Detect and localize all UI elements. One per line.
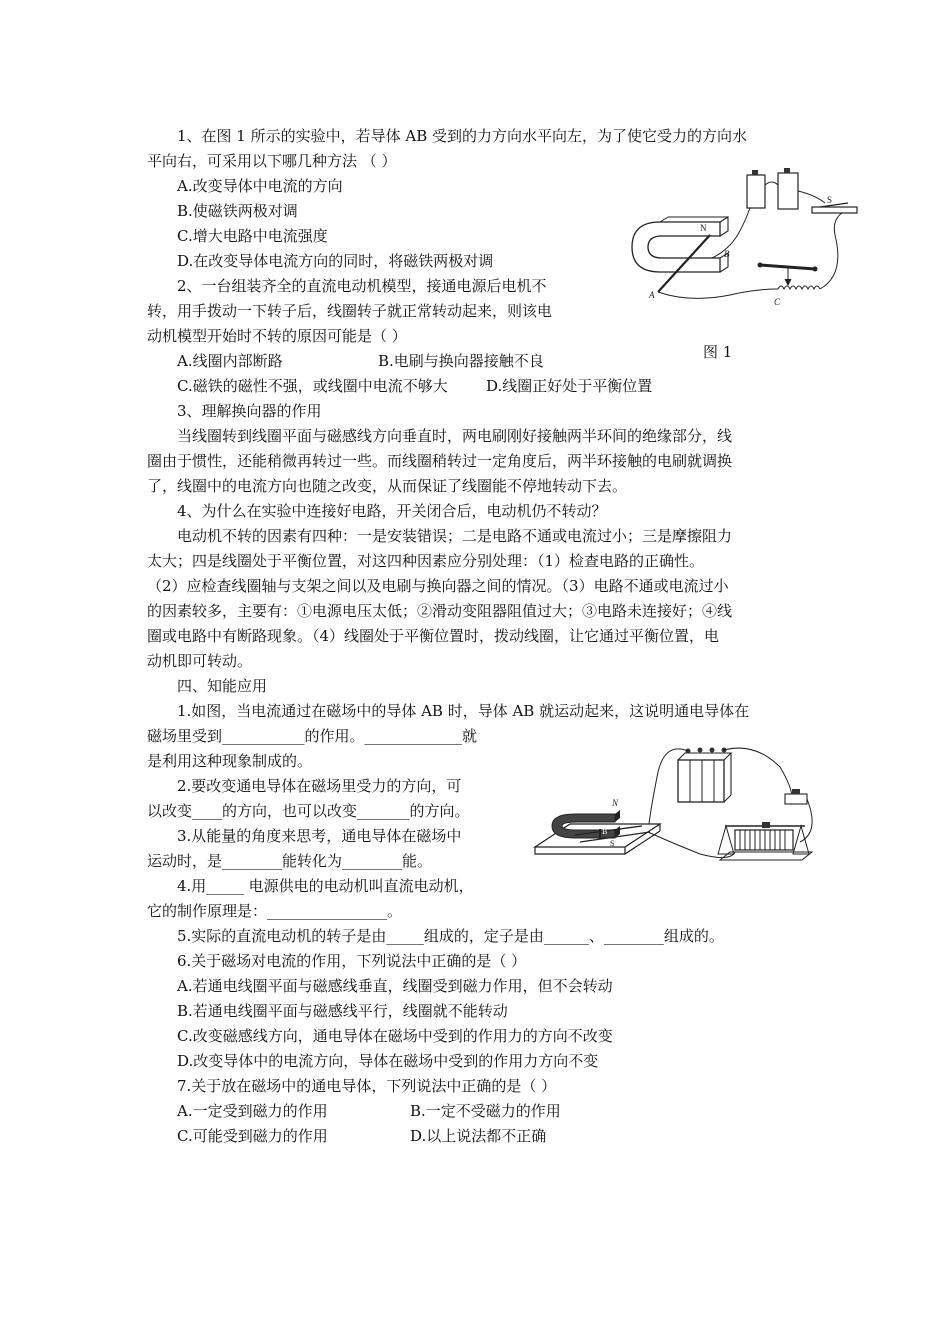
app-q3-line1: 3.从能量的角度来思考，通电导体在磁场中	[177, 827, 462, 845]
q2-stem-line1: 2、一台组装齐全的直流电动机模型，接通电源后电机不	[177, 277, 547, 295]
fig2-label-s: S	[610, 839, 615, 848]
q1-stem-line2: 平向右，可采用以下哪几种方法 （ ）	[147, 152, 397, 170]
app-q6-option-a: A.若通电线圈平面与磁感线垂直，线圈受到磁力作用，但不会转动	[177, 977, 613, 995]
s4-title: 4、为什么在实验中连接好电路，开关闭合后，电动机仍不转动？	[177, 502, 607, 520]
app-q7-option-c: C.可能受到磁力的作用	[177, 1127, 328, 1145]
app-q1-line2: 磁场里受到___________的作用。_____________就	[147, 727, 478, 745]
app-q6-stem: 6.关于磁场对电流的作用，下列说法中正确的是（ ）	[177, 952, 527, 970]
figure-1-magnet-circuit	[620, 165, 870, 310]
fig2-label-n: N	[612, 798, 619, 808]
app-q1-line3: 是利用这种现象制成的。	[147, 752, 313, 770]
app-q3-line2: 运动时，是________能转化为________能。	[147, 852, 433, 870]
q2-stem-line3: 动机模型开始时不转的原因可能是（ ）	[147, 327, 407, 345]
s3-para-line3: 了，线圈中的电流方向也随之改变，从而保证了线圈能不停地转动下去。	[147, 477, 628, 495]
app-q7-option-d: D.以上说法都不正确	[410, 1127, 547, 1145]
q2-option-c: C.磁铁的磁性不强，或线圈中电流不够大	[177, 377, 448, 395]
q2-option-a: A.线圈内部断路	[177, 352, 283, 370]
s4-para-line3: （2）应检查线圈轴与支架之间以及电刷与换向器之间的情况。（3）电路不通或电流过小	[147, 577, 729, 595]
app-q1-line1: 1.如图，当电流通过在磁场中的导体 AB 时，导体 AB 就运动起来，这说明通电导体在	[177, 702, 750, 720]
q1-option-c: C.增大电路中电流强度	[177, 227, 328, 245]
fig1-label-n: N	[700, 223, 707, 233]
q1-option-d: D.在改变导体电流方向的同时，将磁铁两极对调	[177, 252, 494, 270]
s4-para-line6: 动机即可转动。	[147, 652, 253, 670]
app-q7-option-a: A.一定受到磁力的作用	[177, 1102, 328, 1120]
q1-stem-line1: 1、在图 1 所示的实验中，若导体 AB 受到的力方向水平向左，为了使它受力的方向水	[177, 127, 748, 145]
s4-para-line2: 太大；四是线圈处于平衡位置，对这四种因素应分别处理：（1）检查电路的正确性。	[147, 552, 705, 570]
q1-option-b: B.使磁铁两极对调	[177, 202, 298, 220]
q2-option-b: B.电刷与换向器接触不良	[378, 352, 544, 370]
app-q7-option-b: B.一定不受磁力的作用	[410, 1102, 561, 1120]
section-four-heading: 四、知能应用	[177, 677, 268, 695]
fig2-label-b: B	[602, 827, 608, 836]
fig1-label-c: C	[774, 297, 781, 307]
app-q6-option-c: C.改变磁感线方向，通电导体在磁场中受到的作用力的方向不改变	[177, 1027, 613, 1045]
q1-option-a: A.改变导体中电流的方向	[177, 177, 343, 195]
app-q6-option-d: D.改变导体中的电流方向，导体在磁场中受到的作用力方向不变	[177, 1052, 599, 1070]
s3-para-line2: 圈由于惯性，还能稍微再转过一些。而线圈稍转过一定角度后，两半环接触的电刷就调换	[147, 452, 733, 470]
app-q2-line2: 以改变____的方向，也可以改变_______的方向。	[147, 802, 470, 820]
s4-para-line4: 的因素较多，主要有：①电源电压太低；②滑动变阻器阻值过大；③电路未连接好；④线	[147, 602, 733, 620]
app-q5: 5.实际的直流电动机的转子是由_____组成的，定子是由______、________组成的。	[177, 927, 724, 945]
s3-title: 3、理解换向器的作用	[177, 402, 322, 420]
s4-para-line1: 电动机不转的因素有四种：一是安装错误；二是电路不通或电流过小；三是摩擦阻力	[177, 527, 733, 545]
fig1-label-b: B	[724, 249, 730, 259]
figure-2-motor-circuit	[530, 742, 830, 877]
fig1-label-a: A	[649, 290, 655, 300]
s4-para-line5: 圈或电路中有断路现象。（4）线圈处于平衡位置时，拨动线圈，让它通过平衡位置，电	[147, 627, 720, 645]
fig1-label-s: S	[827, 195, 833, 205]
app-q7-stem: 7.关于放在磁场中的通电导体，下列说法中正确的是（ ）	[177, 1077, 557, 1095]
app-q4-line2: 它的制作原理是：________________。	[147, 902, 403, 920]
app-q4-line1: 4.用_____ 电源供电的电动机叫直流电动机，	[177, 877, 474, 895]
q2-stem-line2: 转，用手拨动一下转子后，线圈转子就正常转动起来，则该电	[147, 302, 553, 320]
app-q6-option-b: B.若通电线圈平面与磁感线平行，线圈就不能转动	[177, 1002, 508, 1020]
q2-option-d: D.线圈正好处于平衡位置	[486, 377, 653, 395]
app-q2-line1: 2.要改变通电导体在磁场里受力的方向，可	[177, 777, 462, 795]
figure-1-caption: 图 1	[703, 343, 733, 361]
s3-para-line1: 当线圈转到线圈平面与磁感线方向垂直时，两电刷刚好接触两半环间的绝缘部分，线	[177, 427, 733, 445]
